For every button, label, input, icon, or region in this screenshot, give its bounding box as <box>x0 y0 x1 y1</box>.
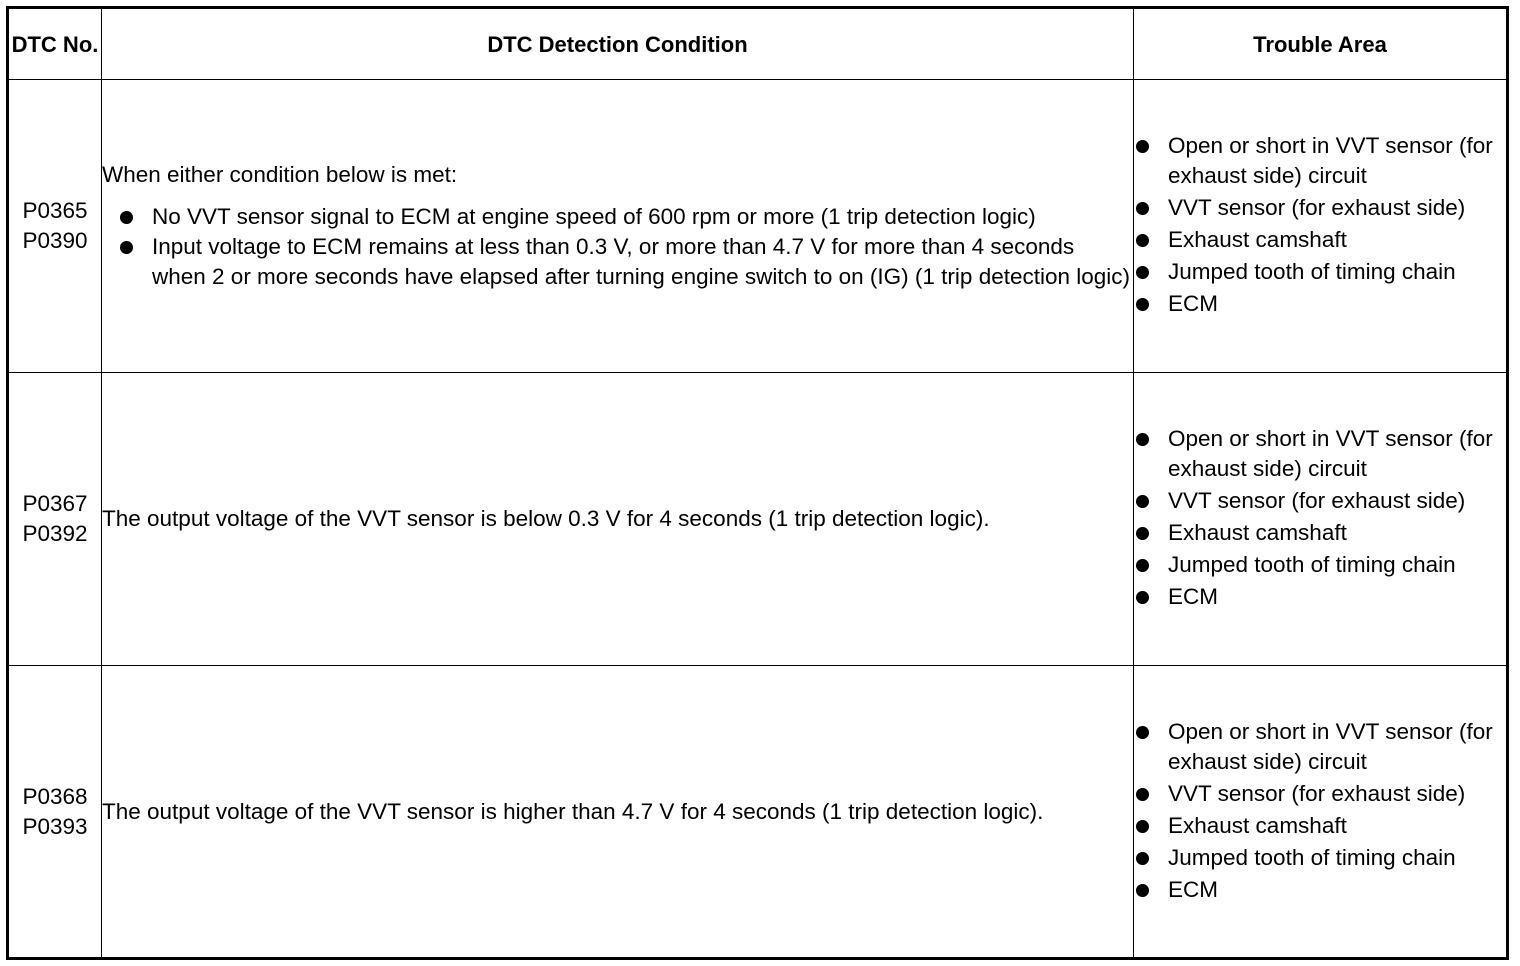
list-item: Input voltage to ECM remains at less than 0.3 V, or more than 4.7 V for more than 4 seconds when 2 or more seconds have elapsed after turning engine switch to on (IG) (1 trip detection logic) <box>102 232 1133 292</box>
condition-cell <box>102 373 1134 666</box>
dtc-code: P0390 <box>22 228 88 253</box>
condition-intro: When either condition below is met: <box>102 162 458 187</box>
list-item: No VVT sensor signal to ECM at engine speed of 600 rpm or more (1 trip detection logic) <box>102 202 1133 232</box>
condition-text: The output voltage of the VVT sensor is below 0.3 V for 4 seconds (1 trip detection logic). <box>102 506 990 531</box>
table-row <box>8 373 1508 666</box>
header-trouble-area: Trouble Area <box>1134 8 1508 80</box>
header-condition: DTC Detection Condition <box>102 8 1134 80</box>
header-row <box>8 8 1508 80</box>
list-item: Jumped tooth of timing chain <box>1134 257 1506 287</box>
trouble-area-list <box>1134 131 1506 319</box>
table-row <box>8 666 1508 959</box>
list-item: Jumped tooth of timing chain <box>1134 550 1506 580</box>
list-item: VVT sensor (for exhaust side) <box>1134 193 1506 223</box>
list-item: Open or short in VVT sensor (for exhaust side) circuit <box>1134 717 1506 777</box>
list-item: Exhaust camshaft <box>1134 225 1506 255</box>
condition-text: The output voltage of the VVT sensor is higher than 4.7 V for 4 seconds (1 trip detection logic). <box>102 798 1044 824</box>
dtc-code: P0367 <box>22 491 88 516</box>
table-row <box>8 80 1508 373</box>
list-item: VVT sensor (for exhaust side) <box>1134 486 1506 516</box>
trouble-area-cell <box>1134 80 1508 373</box>
dtc-code: P0392 <box>22 521 88 546</box>
dtc-code: P0368 <box>22 783 88 809</box>
dtc-code-cell <box>8 373 102 666</box>
list-item: ECM <box>1134 582 1506 612</box>
dtc-code: P0393 <box>22 813 88 839</box>
header-dtc-no: DTC No. <box>8 8 102 80</box>
condition-list <box>102 202 1133 292</box>
trouble-area-cell <box>1134 666 1508 959</box>
condition-cell <box>102 80 1134 373</box>
list-item: Exhaust camshaft <box>1134 811 1506 841</box>
trouble-area-list <box>1134 424 1506 612</box>
trouble-area-list <box>1134 717 1506 905</box>
list-item: ECM <box>1134 289 1506 319</box>
list-item: Open or short in VVT sensor (for exhaust side) circuit <box>1134 131 1506 191</box>
list-item: Open or short in VVT sensor (for exhaust side) circuit <box>1134 424 1506 484</box>
list-item: Exhaust camshaft <box>1134 518 1506 548</box>
dtc-table <box>6 6 1509 960</box>
dtc-code: P0365 <box>22 198 88 223</box>
dtc-code-cell <box>8 80 102 373</box>
list-item: Jumped tooth of timing chain <box>1134 843 1506 873</box>
dtc-code-cell <box>8 666 102 959</box>
list-item: VVT sensor (for exhaust side) <box>1134 779 1506 809</box>
list-item: ECM <box>1134 875 1506 905</box>
condition-cell <box>102 666 1134 959</box>
trouble-area-cell <box>1134 373 1508 666</box>
